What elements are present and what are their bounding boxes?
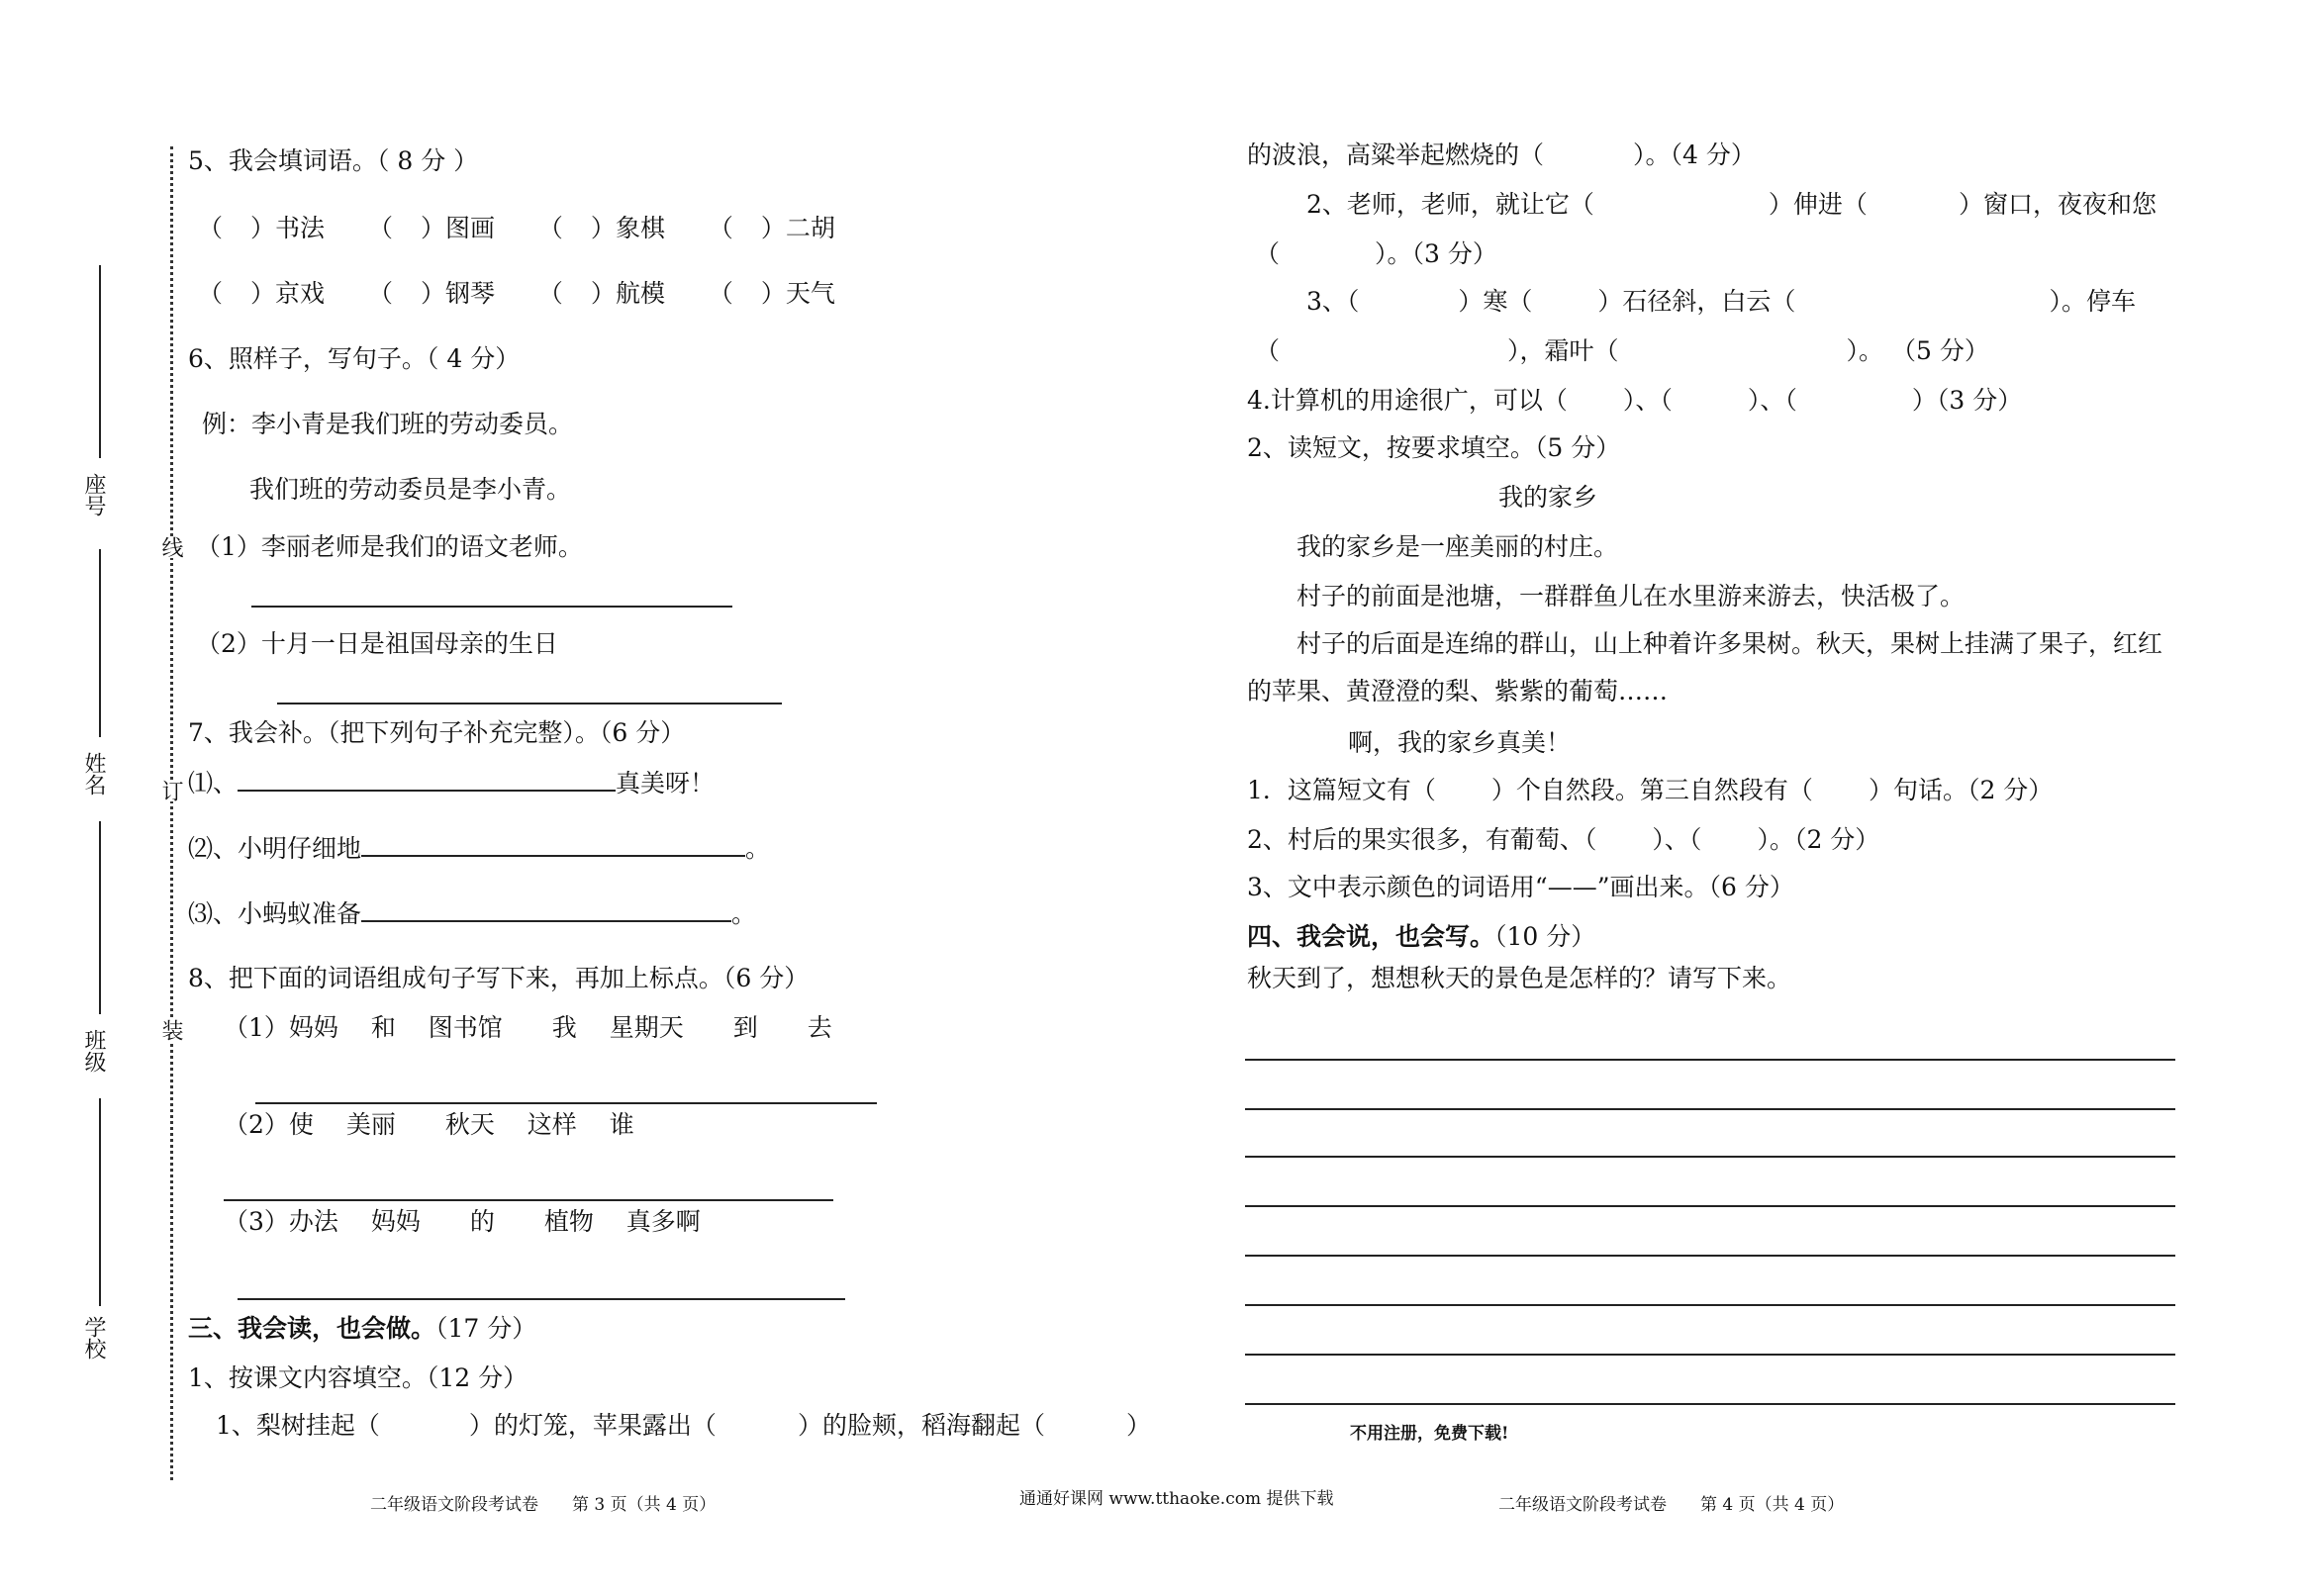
r-cont1: 的波浪，高粱举起燃烧的（ ）。（4 分） — [1247, 141, 1756, 169]
r-line2b: （ ）。（3 分） — [1255, 239, 1497, 268]
q8-item2-answer-line[interactable] — [224, 1199, 833, 1201]
q7-title: 7、我会补。（把下列句子补充完整）。（6 分） — [188, 718, 686, 747]
passage-p3a: 村子的后面是连绵的群山，山上种着许多果树。秋天，果树上挂满了果子，红红 — [1296, 629, 2163, 658]
free-download-note: 不用注册，免费下载! — [1350, 1424, 1509, 1444]
q7-item3: ⑶、小蚂蚁准备 。 — [188, 896, 756, 931]
writing-line[interactable] — [1245, 1255, 2175, 1257]
q6-example: 例：李小青是我们班的劳动委员。 — [202, 410, 574, 438]
name-line[interactable] — [99, 549, 101, 737]
q7-item2-blank[interactable] — [361, 831, 745, 857]
q6-item2: （2）十月一日是祖国母亲的生日 — [196, 629, 558, 658]
section4-heading: 四、我会说，也会写。（10 分） — [1247, 922, 1596, 951]
q6-item2-answer-line[interactable] — [277, 703, 782, 704]
q8-item1: （1）妈妈 和 图书馆 我 星期天 到 去 — [224, 1013, 832, 1042]
writing-line[interactable] — [1245, 1304, 2175, 1306]
r-line4: 4.计算机的用途很广，可以（ ）、（ ）、（ ）（3 分） — [1247, 386, 2023, 415]
passage-p1: 我的家乡是一座美丽的村庄。 — [1296, 532, 1619, 561]
q6-example-answer: 我们班的劳动委员是李小青。 — [249, 475, 572, 504]
binding-dotted-line — [170, 146, 173, 1480]
writing-line[interactable] — [1245, 1059, 2175, 1061]
q5-row2: （ ）京戏 （ ）钢琴 （ ）航模 （ ）天气 — [198, 279, 835, 308]
writing-line[interactable] — [1245, 1403, 2175, 1405]
q8-item3-answer-line[interactable] — [238, 1298, 845, 1300]
section3-q1-title: 1、按课文内容填空。（12 分） — [188, 1363, 528, 1392]
q5-title: 5、我会填词语。（ 8 分 ） — [188, 146, 479, 175]
q7-item1: ⑴、 真美呀！ — [188, 766, 715, 800]
class-line[interactable] — [99, 821, 101, 1014]
passage-p2: 村子的前面是池塘，一群群鱼儿在水里游来游去，快活极了。 — [1296, 582, 1966, 610]
binding-mark-xian: 线 — [158, 536, 183, 558]
q5-row1: （ ）书法 （ ）图画 （ ）象棋 （ ）二胡 — [198, 214, 835, 242]
q6-item1-answer-line[interactable] — [251, 606, 732, 608]
q7-item1-blank[interactable] — [238, 766, 616, 792]
q6-item1: （1）李丽老师是我们的语文老师。 — [196, 532, 583, 561]
r-line3b: （ ），霜叶（ ）。 （5 分） — [1255, 336, 1989, 365]
left-page-footer: 二年级语文阶段考试卷 第 3 页（共 4 页） — [370, 1495, 717, 1515]
writing-line[interactable] — [1245, 1108, 2175, 1110]
section3-q1-line1: 1、梨树挂起（ ）的灯笼，苹果露出（ ）的脸颊，稻海翻起（ ） — [216, 1411, 1151, 1440]
r-line3a: 3、（ ）寒（ ）石径斜，白云（ ）。停车 — [1306, 287, 2136, 316]
sidebar-label-class: 班级 — [81, 1029, 106, 1073]
r-line2a: 2、老师，老师，就让它（ ）伸进（ ）窗口，夜夜和您 — [1306, 190, 2157, 219]
seat-line[interactable] — [99, 265, 101, 458]
sidebar-label-name: 姓名 — [81, 752, 106, 796]
school-line[interactable] — [99, 1098, 101, 1306]
q7-item3-blank[interactable] — [361, 896, 731, 922]
q7-item2: ⑵、小明仔细地 。 — [188, 831, 770, 866]
writing-line[interactable] — [1245, 1205, 2175, 1207]
reading-title: 2、读短文，按要求填空。（5 分） — [1247, 433, 1621, 462]
q6-title: 6、照样子，写句子。（ 4 分） — [188, 344, 521, 373]
q8-item3: （3）办法 妈妈 的 植物 真多啊 — [224, 1207, 701, 1236]
passage-p4: 啊，我的家乡真美！ — [1348, 728, 1572, 757]
binding-mark-zhuang: 装 — [158, 1019, 183, 1041]
section4-prompt: 秋天到了，想想秋天的景色是怎样的？请写下来。 — [1247, 964, 1792, 992]
q8-item2: （2）使 美丽 秋天 这样 谁 — [224, 1110, 634, 1139]
passage-title: 我的家乡 — [1498, 483, 1598, 512]
reading-q3: 3、文中表示颜色的词语用“——”画出来。（6 分） — [1247, 873, 1794, 901]
center-footer: 通通好课网 www.tthaoke.com 提供下载 — [1019, 1489, 1334, 1509]
writing-line[interactable] — [1245, 1156, 2175, 1158]
section3-heading: 三、我会读，也会做。（17 分） — [188, 1314, 537, 1343]
right-page-footer: 二年级语文阶段考试卷 第 4 页（共 4 页） — [1498, 1495, 1845, 1515]
q8-item1-answer-line[interactable] — [255, 1102, 877, 1104]
binding-mark-ding: 订 — [158, 780, 183, 801]
writing-line[interactable] — [1245, 1354, 2175, 1356]
q8-title: 8、把下面的词语组成句子写下来，再加上标点。（6 分） — [188, 964, 810, 992]
reading-q1: 1．这篇短文有（ ）个自然段。第三自然段有（ ）句话。（2 分） — [1247, 776, 2054, 804]
reading-q2: 2、村后的果实很多，有葡萄、（ ）、（ ）。（2 分） — [1247, 825, 1880, 854]
sidebar-label-seat: 座号 — [81, 473, 106, 516]
sidebar-label-school: 学校 — [81, 1316, 106, 1360]
passage-p3b: 的苹果、黄澄澄的梨、紫紫的葡萄…… — [1247, 677, 1669, 705]
